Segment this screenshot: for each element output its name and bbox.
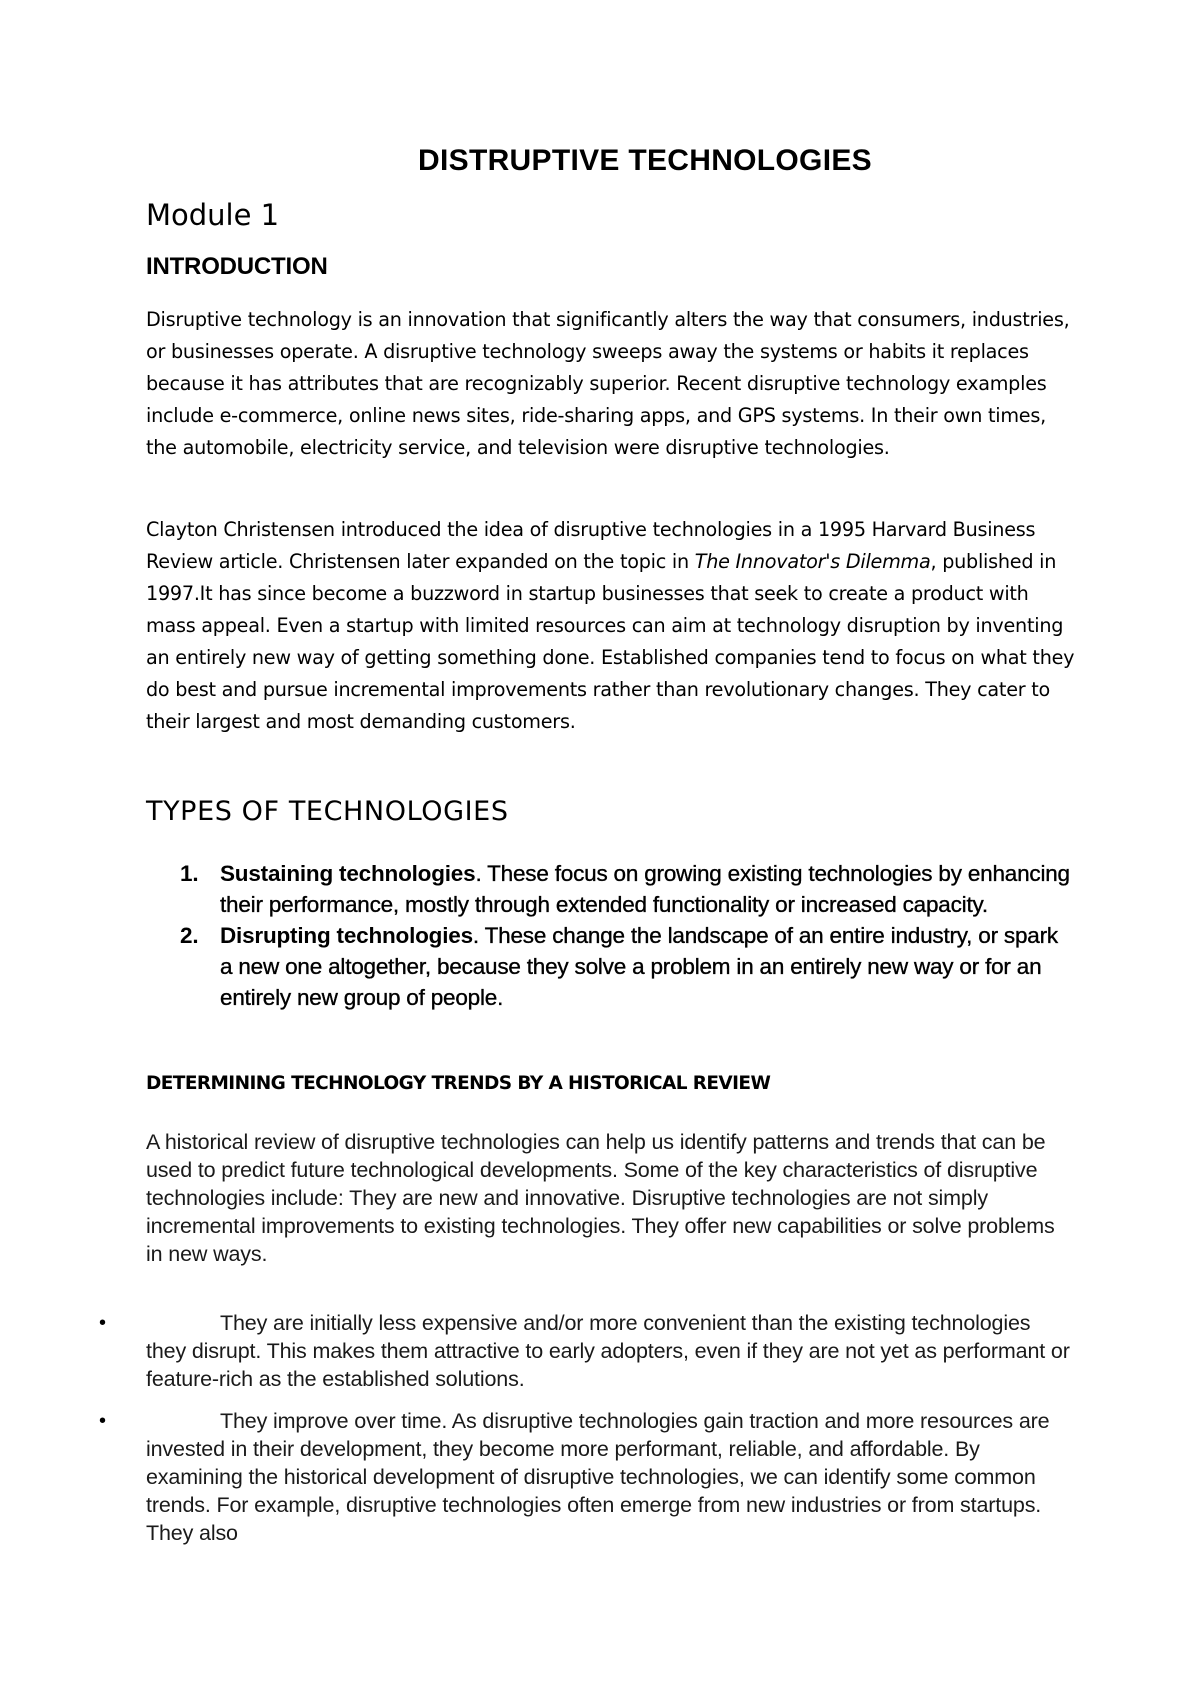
paragraph-text: , published in 1997.It has since become a buzzword in startup businesses that seek to create a product with mass appeal. Even a startup with limited resources can aim at technology disruption by inventing an entirely new way of getting something done. Established companies tend to focus on what they do best and pursue incremental improvements rather than revolutionary changes. They cater to their largest and most demanding customers. — [146, 550, 1075, 733]
module-heading: Module 1 — [146, 198, 280, 232]
list-description: . These focus on growing existing technologies by enhancing their performance, mostly through extended functionality or increased capacity. — [220, 861, 1070, 917]
bullet-icon: • — [99, 1410, 106, 1432]
list-item — [146, 858, 1076, 920]
bullet-icon: • — [99, 1312, 106, 1334]
list-item — [146, 920, 1076, 1013]
historical-review-paragraph: A historical review of disruptive technologies can help us identify patterns and trends that can be used to predict future technological developments. Some of the key characteristics of disruptive technologies include: They are new and innovative. Disruptive technologies are not simply incremental improvements to existing technologies. They offer new capabilities or solve problems in new ways. — [146, 1130, 1055, 1266]
trends-heading: DETERMINING TECHNOLOGY TRENDS BY A HISTORICAL REVIEW — [146, 1073, 771, 1094]
types-list — [146, 858, 1076, 1013]
introduction-heading: INTRODUCTION — [146, 253, 328, 280]
book-title: The Innovator's Dilemma — [694, 550, 931, 573]
paragraph-text: Clayton Christensen introduced the idea of disruptive technologies in a 1995 Harvard Business Review article. Christensen later expanded on the topic in — [146, 518, 1036, 573]
christensen-paragraph — [146, 514, 1076, 738]
bullet-text: They improve over time. As disruptive technologies gain traction and more resources are invested in their development, they become more performant, reliable, and affordable. By examining the historical development of disruptive technologies, we can identify some common trends. For example, disruptive technologies often emerge from new industries or from startups. They also — [146, 1409, 1050, 1545]
bullet-text: They are initially less expensive and/or more convenient than the existing technologies they disrupt. This makes them attractive to early adopters, even if they are not yet as performant or feature-rich as the established solutions. — [146, 1311, 1070, 1391]
types-heading: TYPES OF TECHNOLOGIES — [146, 796, 509, 827]
document-title: DISTRUPTIVE TECHNOLOGIES — [418, 144, 872, 177]
list-term: Disrupting technologies — [220, 923, 473, 948]
list-number: 2. — [180, 923, 199, 948]
bullet-item — [99, 1309, 1076, 1393]
list-term: Sustaining technologies — [220, 861, 476, 886]
introduction-paragraph: Disruptive technology is an innovation that significantly alters the way that consumers, industries, or businesses operate. A disruptive technology sweeps away the systems or habits it replaces because it has attributes that are recognizably superior. Recent disruptive technology examples include e-commerce, online news sites, ride-sharing apps, and GPS systems. In their own times, the automobile, electricity service, and television were disruptive technologies. — [146, 308, 1070, 459]
list-number: 1. — [180, 861, 199, 886]
bullet-item — [99, 1407, 1076, 1547]
list-description: . These change the landscape of an entire industry, or spark a new one altogether, because they solve a problem in an entirely new way or for an entirely new group of people. — [220, 923, 1058, 1010]
